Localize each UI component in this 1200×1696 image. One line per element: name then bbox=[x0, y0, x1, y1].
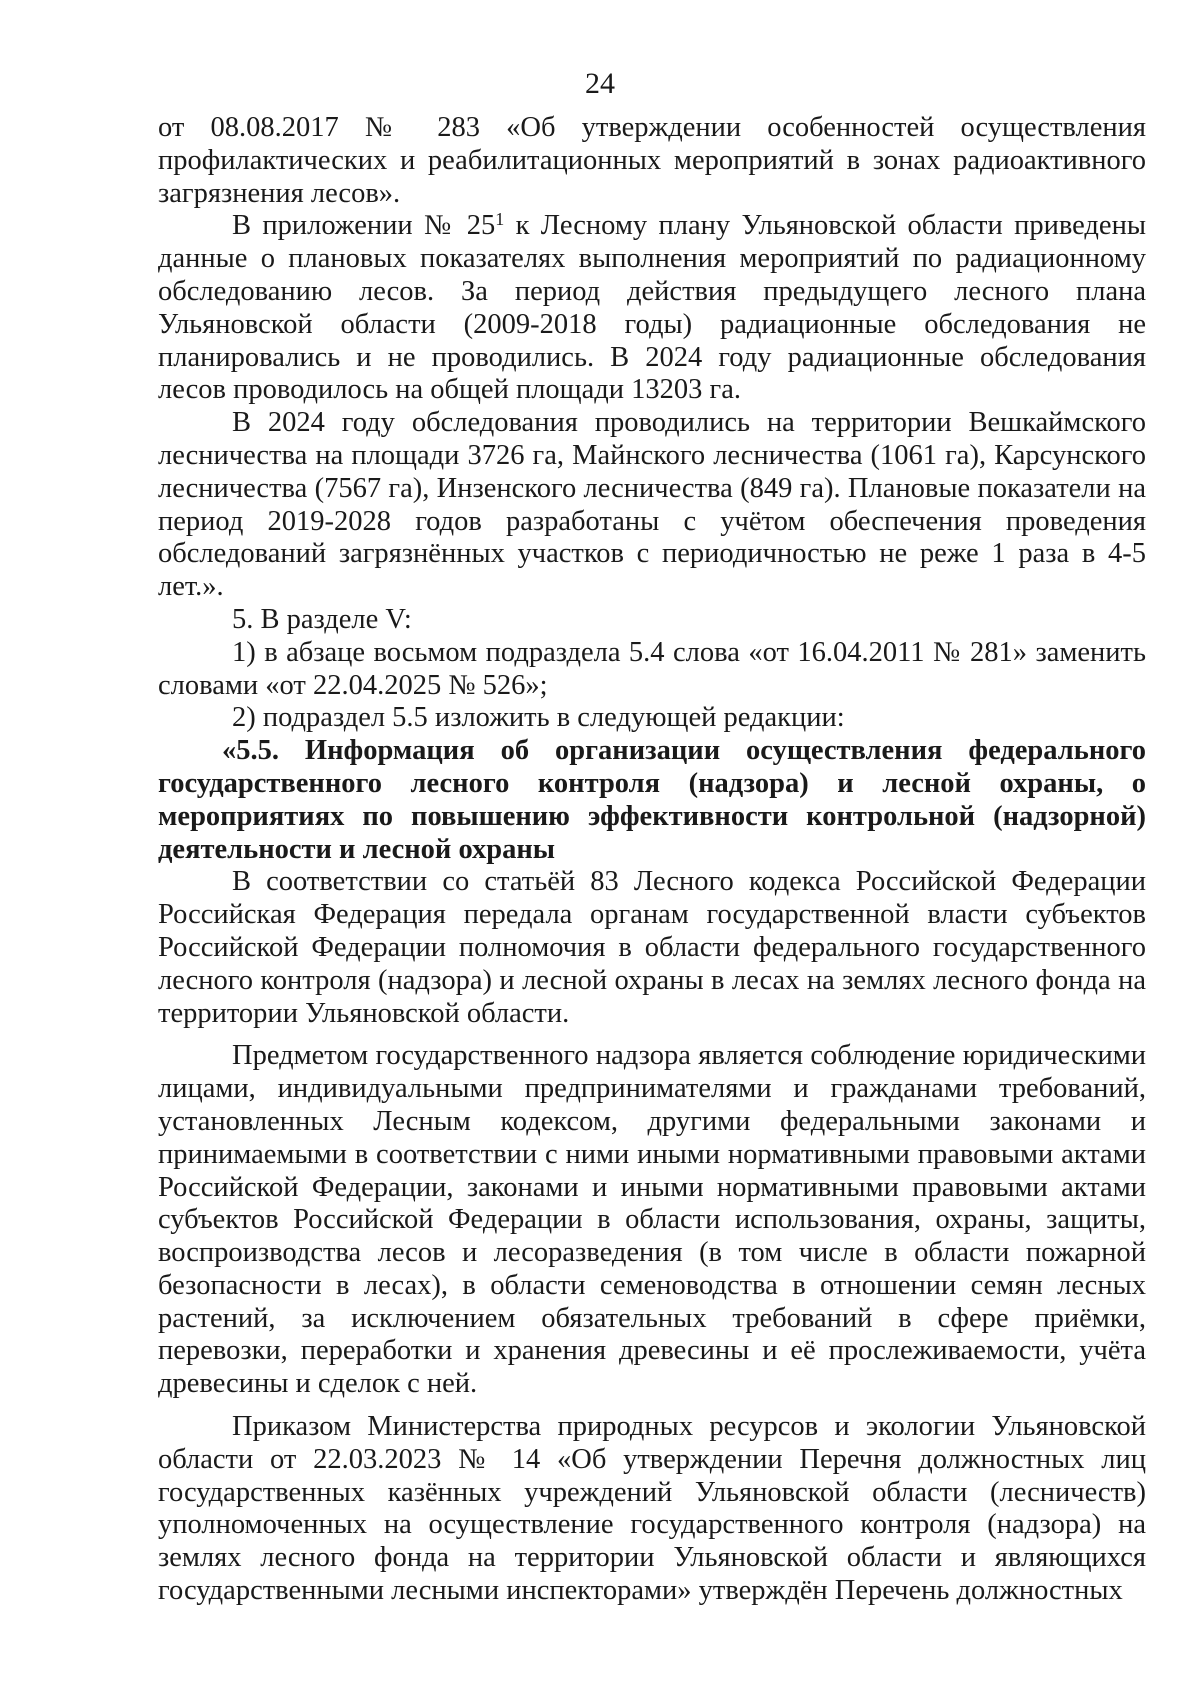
paragraph-appendix-25-rest: к Лесному плану Ульяновской области приведены данные о плановых показателях выполнения мероприятий по радиационному обследованию лесов. За период действия предыдущего лесного плана Ульяновской области (2009-2018 годы) радиационные обследования не планировались и не проводились. В 2024 году радиационные обследования лесов проводилось на общей площади 13203 га. bbox=[158, 210, 1146, 406]
paragraph-forest-code: В соответствии со статьёй 83 Лесного кодекса Российской Федерации Российская Федерация передала органам государственной власти субъектов Российской Федерации полномочия в области федерального государственного лесного контроля (надзора) и лесной охраны в лесах на землях лесного фонда на территории Ульяновской области. bbox=[158, 866, 1146, 1029]
paragraph-section-v: 5. В разделе V: bbox=[232, 603, 412, 635]
paragraph-continuation: от 08.08.2017 № 283 «Об утверждении особенностей осуществления профилактических и реабилитационных мероприятий в зонах радиоактивного загрязнения лесов». bbox=[158, 112, 1146, 209]
paragraph-appendix-25 bbox=[158, 210, 1146, 407]
superscript-one: 1 bbox=[495, 209, 505, 230]
paragraph-supervision-subject: Предметом государственного надзора является соблюдение юридическими лицами, индивидуальными предпринимателями и гражданами требований, установленных Лесным кодексом, другими федеральными законами и принимаемыми в соответствии с ними иными нормативными правовыми актами Российской Федерации, законами и иными нормативными правовыми актами субъектов Российской Федерации в области использования, охраны, защиты, воспроизводства лесов и лесоразведения (в том числе в области пожарной безопасности в лесах), в области семеноводства в отношении семян лесных растений, за исключением обязательных требований в сфере приёмки, перевозки, переработки и хранения древесины и её прослеживаемости, учёта древесины и сделок с ней. bbox=[158, 1040, 1146, 1400]
document-body bbox=[158, 112, 1146, 1608]
section-heading-5-5: «5.5. Информация об организации осуществления федерального государственного лесного контроля (надзора) и лесной охраны, о мероприятиях по повышению эффективности контрольной (надзорной) деятельности и лесной охраны bbox=[158, 735, 1146, 865]
page-number: 24 bbox=[585, 67, 615, 100]
paragraph-item-1: 1) в абзаце восьмом подраздела 5.4 слова «от 16.04.2011 № 281» заменить словами «от 22.04.2025 № 526»; bbox=[158, 636, 1146, 701]
paragraph-ministry-order: Приказом Министерства природных ресурсов и экологии Ульяновской области от 22.03.2023 № 14 «Об утверждении Перечня должностных лиц государственных казённых учреждений Ульяновской области (лесничеств) уполномоченных на осуществление государственного контроля (надзора) на землях лесного фонда на территории Ульяновской области и являющихся государственными лесными инспекторами» утверждён Перечень должностных bbox=[158, 1411, 1146, 1607]
paragraph-appendix-25-start: В приложении № 25 bbox=[232, 210, 496, 242]
paragraph-surveys-2024: В 2024 году обследования проводились на территории Вешкаймского лесничества на площади 3726 га, Майнского лесничества (1061 га), Карсунского лесничества (7567 га), Инзенского лесничества (849 га). Плановые показатели на период 2019-2028 годов разработаны с учётом обеспечения проведения обследований загрязнённых участков с периодичностью не реже 1 раза в 4-5 лет.». bbox=[158, 407, 1146, 603]
paragraph-item-2: 2) подраздел 5.5 изложить в следующей редакции: bbox=[232, 702, 845, 734]
